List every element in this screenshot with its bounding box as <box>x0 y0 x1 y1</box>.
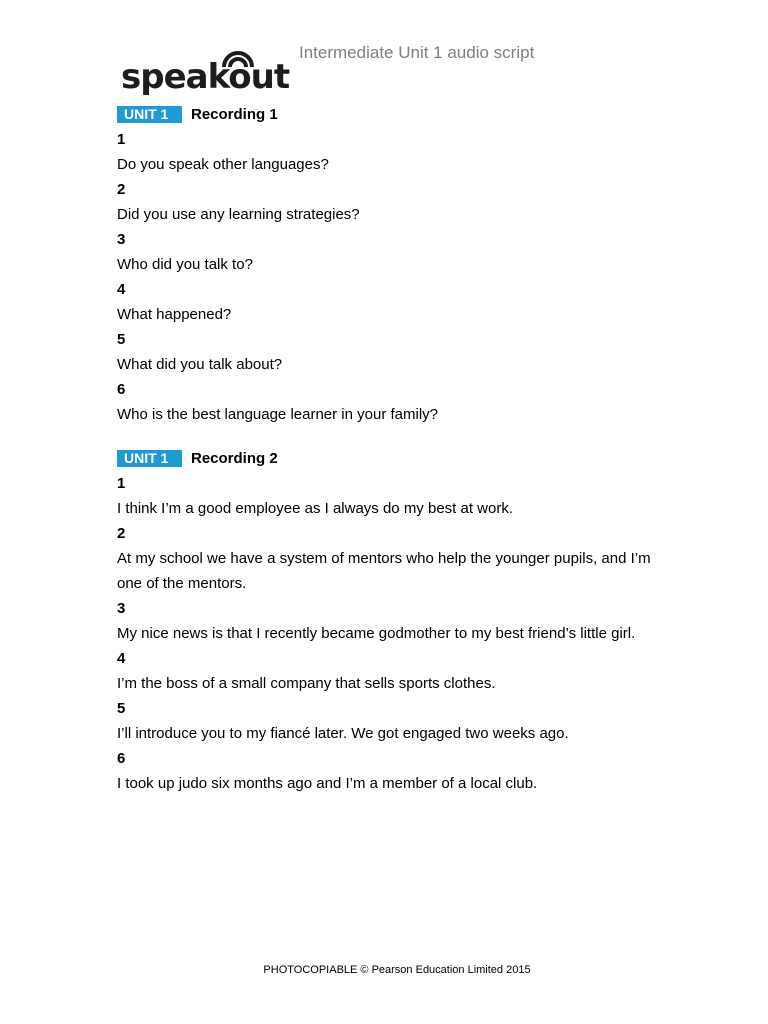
recording-section-2 <box>117 449 677 796</box>
item-number: 5 <box>117 700 126 717</box>
item-text: Do you speak other languages? <box>117 156 329 173</box>
item-text: What did you talk about? <box>117 356 283 373</box>
item-text: What happened? <box>117 306 232 323</box>
footer-copyright: PHOTOCOPIABLE © Pearson Education Limited 2015 <box>263 964 531 976</box>
speakout-logo <box>121 47 291 99</box>
page-title: Intermediate Unit 1 audio script <box>299 43 535 62</box>
item-text: I’m the boss of a small company that sells sports clothes. <box>117 675 496 692</box>
item-number: 1 <box>117 475 126 492</box>
item-number: 6 <box>117 381 126 398</box>
item-text: I’ll introduce you to my fiancé later. We got engaged two weeks ago. <box>117 725 569 742</box>
section-heading <box>117 105 677 123</box>
section-heading <box>117 449 677 467</box>
logo-text-end: out <box>228 57 290 97</box>
item-text: My nice news is that I recently became godmother to my best friend’s little girl. <box>117 625 636 642</box>
item-text: Who did you talk to? <box>117 256 253 273</box>
item-text: Did you use any learning strategies? <box>117 206 360 223</box>
item-number: 2 <box>117 525 126 542</box>
recording-label: Recording 2 <box>191 449 278 467</box>
item-number: 4 <box>117 281 126 298</box>
recording-section-1 <box>117 105 677 427</box>
recording-label: Recording 1 <box>191 105 278 123</box>
item-text: At my school we have a system of mentors who help the younger pupils, and I’m one of the mentors. <box>117 550 651 592</box>
unit-badge: UNIT 1 <box>117 450 182 467</box>
item-number: 4 <box>117 650 126 667</box>
item-number: 3 <box>117 231 126 248</box>
item-number: 6 <box>117 750 126 767</box>
item-text: I took up judo six months ago and I’m a member of a local club. <box>117 775 538 792</box>
item-number: 5 <box>117 331 126 348</box>
item-number: 1 <box>117 131 126 148</box>
unit-badge: UNIT 1 <box>117 106 182 123</box>
item-text: Who is the best language learner in your family? <box>117 406 439 423</box>
item-number: 2 <box>117 181 126 198</box>
item-text: I think I’m a good employee as I always do my best at work. <box>117 500 514 517</box>
item-number: 3 <box>117 600 126 617</box>
logo-wordmark <box>121 57 289 97</box>
logo-text-main: speak <box>121 57 229 97</box>
